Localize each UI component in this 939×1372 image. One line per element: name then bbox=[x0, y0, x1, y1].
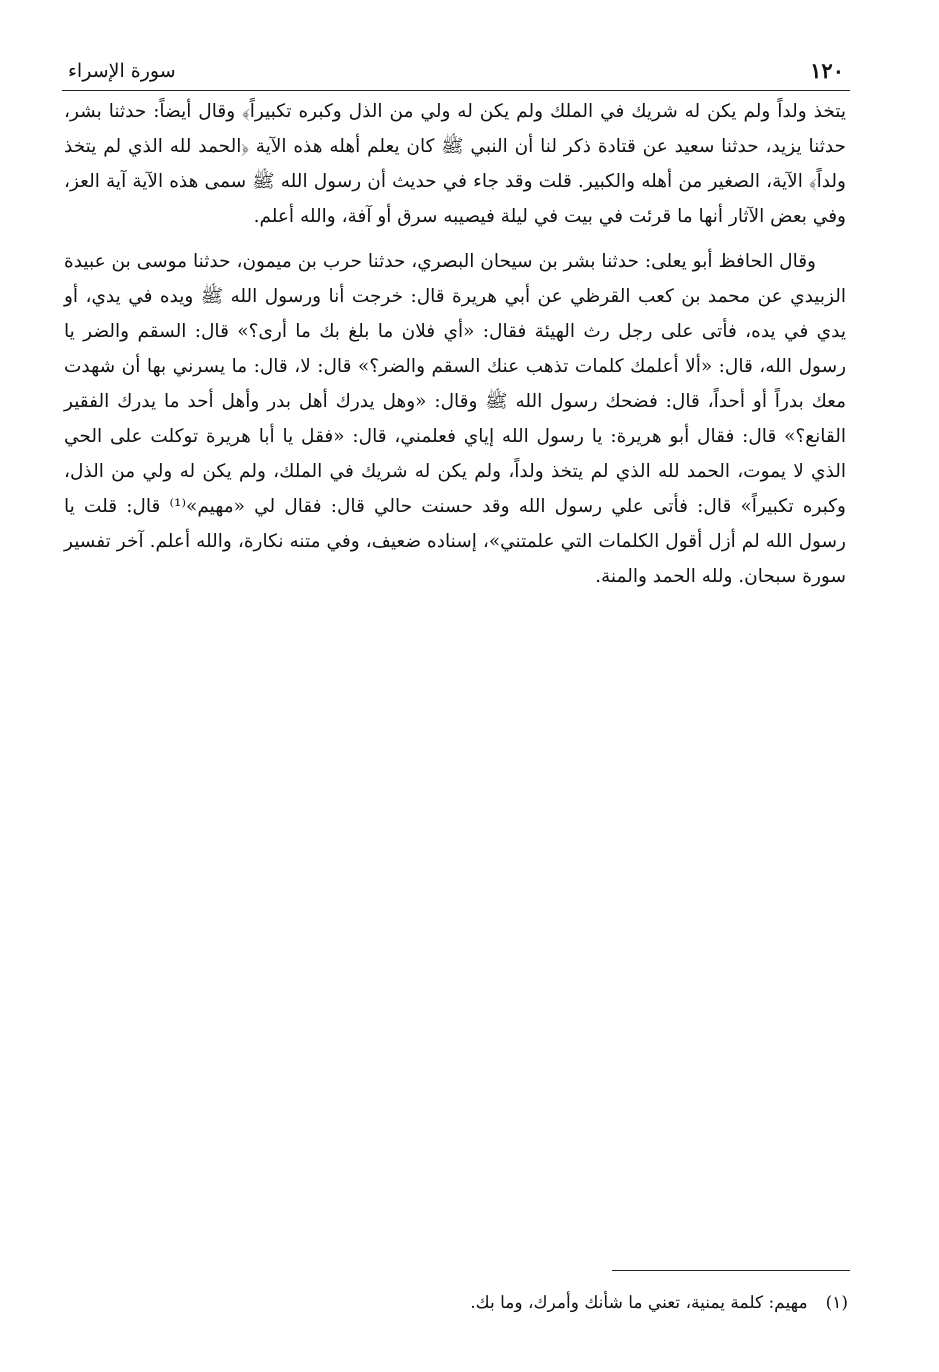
page-number: ١٢٠ bbox=[810, 58, 844, 83]
running-title: سورة الإسراء bbox=[68, 60, 176, 82]
page-header bbox=[62, 56, 848, 90]
body-text bbox=[64, 94, 846, 594]
paragraph-1: يتخذ ولداً ولم يكن له شريك في الملك ولم يكن له ولي من الذل وكبره تكبيراً﴾ وقال أيضاً: حدثنا بشر، حدثنا يزيد، حدثنا سعيد عن قتادة ذكر لنا أن النبي ﷺ كان يعلم أهله هذه الآية ﴿الحمد لله الذي لم يتخذ ولداً﴾ الآية، الصغير من أهله والكبير. قلت وقد جاء في حديث أن رسول الله ﷺ سمى هذه الآية آية العز، وفي بعض الآثار أنها ما قرئت في بيت في ليلة فيصيبه سرق أو آفة، والله أعلم. bbox=[64, 101, 846, 227]
footnote-rule bbox=[612, 1270, 850, 1271]
footnote bbox=[300, 1288, 848, 1318]
header-rule bbox=[62, 90, 850, 91]
paragraph-2: وقال الحافظ أبو يعلى: حدثنا بشر بن سيحان البصري، حدثنا حرب بن ميمون، حدثنا موسى بن عبيدة الزبيدي عن محمد بن كعب القرظي عن أبي هريرة قال: خرجت أنا ورسول الله ﷺ ويده في يدي، أو يدي في يده، فأتى على رجل رث الهيئة فقال: «أي فلان ما بلغ بك ما أرى؟» قال: السقم والضر يا رسول الله، قال: «ألا أعلمك كلمات تذهب عنك السقم والضر؟» قال: لا، قال: ما يسرني بها أن شهدت معك بدراً أو أحداً، قال: فضحك رسول الله ﷺ وقال: «وهل يدرك أهل بدر وأهل أحد ما يدرك الفقير القانع؟» قال: فقال أبو هريرة: يا رسول الله إياي فعلمني، قال: «فقل يا أبا هريرة توكلت على الحي الذي لا يموت، الحمد لله الذي لم يتخذ ولداً، ولم يكن له شريك في الملك، ولم يكن له ولي من الذل، وكبره تكبيراً» قال: فأتى علي رسول الله وقد حسنت حالي قال: فقال لي «مهيم»⁽¹⁾ قال: قلت يا رسول الله لم أزل أقول الكلمات التي علمتني»، إسناده ضعيف، وفي متنه نكارة، والله أعلم. آخر تفسير سورة سبحان. ولله الحمد والمنة. bbox=[64, 251, 846, 587]
footnote-marker: (١) bbox=[825, 1293, 848, 1313]
footnote-text: مهيم: كلمة يمنية، تعني ما شأنك وأمرك، وما بك. bbox=[470, 1293, 808, 1313]
